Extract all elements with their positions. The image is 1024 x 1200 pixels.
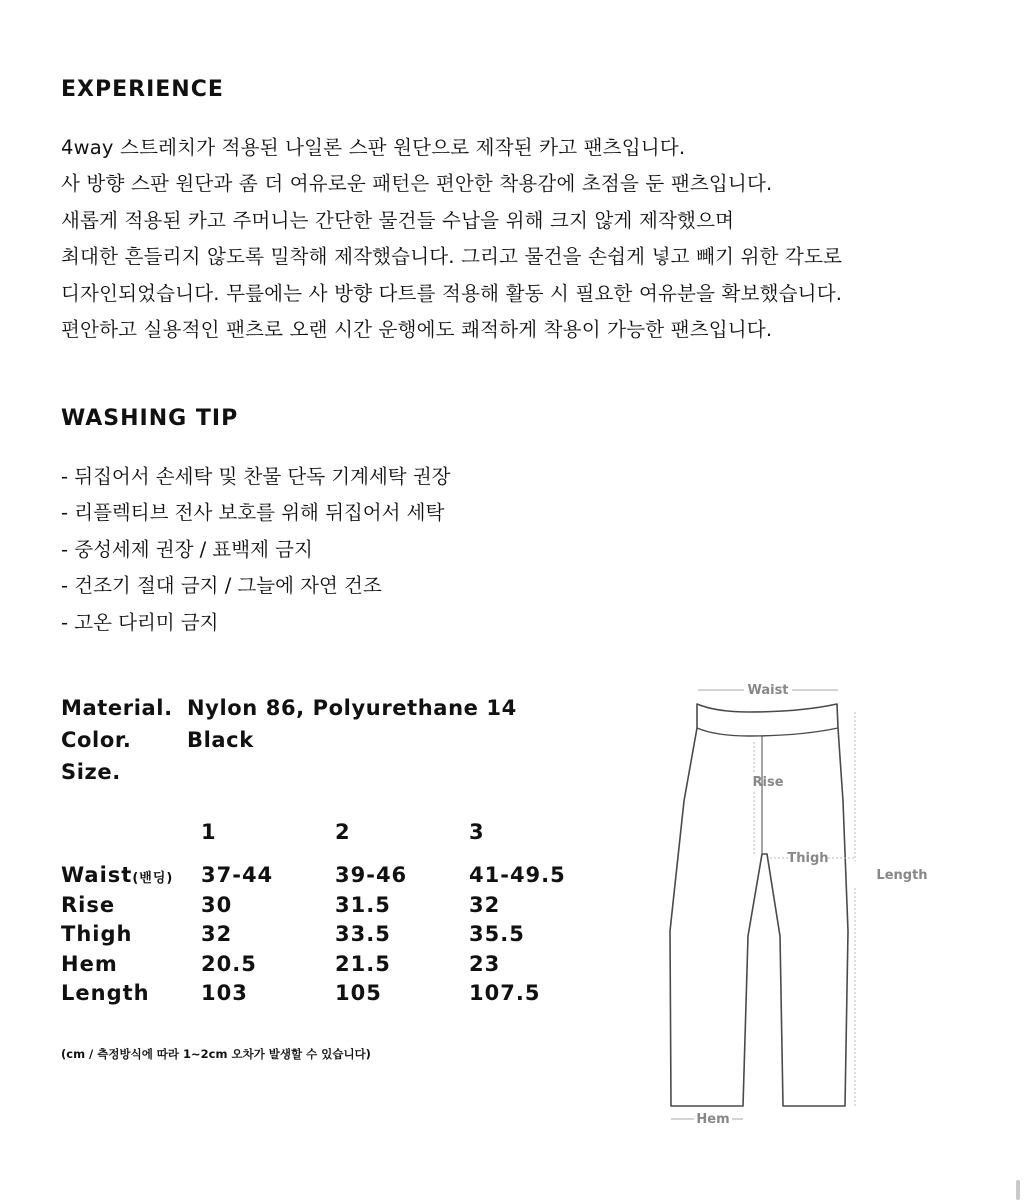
row-label xyxy=(61,863,173,887)
row-label-suffix: (밴딩) xyxy=(132,871,174,886)
thigh-label: Thigh xyxy=(787,851,829,866)
experience-heading: EXPERIENCE xyxy=(61,77,224,102)
size-header-2: 2 xyxy=(335,820,351,844)
experience-line: 최대한 흔들리지 않도록 밀착해 제작했습니다. 그리고 물건을 손쉽게 넣고 빼기 위한 각도로 xyxy=(61,245,843,269)
pants-measurement-diagram xyxy=(640,676,940,1140)
color-label: Color. xyxy=(61,728,132,752)
experience-line: 사 방향 스판 원단과 좀 더 여유로운 패턴은 편안한 착용감에 초점을 둔 팬츠입니다. xyxy=(61,172,773,196)
waist-label: Waist xyxy=(747,683,789,698)
color-spec xyxy=(61,728,254,752)
table-cell: 107.5 xyxy=(469,981,541,1005)
table-cell: 32 xyxy=(201,922,233,946)
hem-label: Hem xyxy=(696,1112,730,1127)
table-cell: 33.5 xyxy=(335,922,391,946)
experience-line: 편안하고 실용적인 팬츠로 오랜 시간 운행에도 쾌적하게 착용이 가능한 팬츠입니다. xyxy=(61,317,773,341)
pants-outline xyxy=(670,704,848,1106)
table-cell: 20.5 xyxy=(201,951,257,976)
row-label: Rise xyxy=(61,892,116,917)
scroll-indicator xyxy=(1016,1180,1020,1200)
table-cell: 41-49.5 xyxy=(469,863,566,887)
size-label: Size. xyxy=(61,760,121,784)
size-header-1: 1 xyxy=(201,820,217,844)
row-label: Thigh xyxy=(61,922,133,946)
washing-tip-item: - 리플렉티브 전사 보호를 위해 뒤집어서 세탁 xyxy=(61,501,445,525)
washing-tip-heading: WASHING TIP xyxy=(61,406,239,431)
table-cell: 37-44 xyxy=(201,863,274,887)
experience-line: 새롭게 적용된 카고 주머니는 간단한 물건들 수납을 위해 크지 않게 제작했으며 xyxy=(61,208,735,232)
row-label: Length xyxy=(61,981,150,1005)
table-cell: 32 xyxy=(469,892,501,917)
washing-tip-item: - 건조기 절대 금지 / 그늘에 자연 건조 xyxy=(61,574,382,598)
table-cell: 35.5 xyxy=(469,922,525,946)
material-spec xyxy=(61,696,517,720)
experience-line: 4way 스트레치가 적용된 나일론 스판 원단으로 제작된 카고 팬츠입니다. xyxy=(61,136,686,159)
table-cell: 103 xyxy=(201,981,248,1005)
table-cell: 30 xyxy=(201,892,233,917)
size-header-3: 3 xyxy=(469,820,485,844)
table-cell: 23 xyxy=(469,951,501,976)
washing-tip-item: - 고온 다리미 금지 xyxy=(61,610,219,634)
washing-tip-item: - 중성세제 권장 / 표백제 금지 xyxy=(61,537,313,561)
size-spec xyxy=(61,760,187,784)
table-cell: 39-46 xyxy=(335,863,408,887)
length-label: Length xyxy=(876,868,928,883)
measurement-note: (cm / 측정방식에 따라 1~2cm 오차가 발생할 수 있습니다) xyxy=(61,1047,371,1061)
experience-paragraph xyxy=(61,130,961,348)
color-value: Black xyxy=(187,728,254,752)
pants-diagram-svg xyxy=(640,676,940,1136)
table-cell: 31.5 xyxy=(335,892,391,917)
washing-tip-list xyxy=(61,459,451,641)
washing-tip-item: - 뒤집어서 손세탁 및 찬물 단독 기계세탁 권장 xyxy=(61,465,451,488)
material-value: Nylon 86, Polyurethane 14 xyxy=(187,696,517,720)
table-cell: 21.5 xyxy=(335,951,391,976)
row-label: Hem xyxy=(61,951,118,976)
experience-line: 디자인되었습니다. 무릎에는 사 방향 다트를 적용해 활동 시 필요한 여유분을 확보했습니다. xyxy=(61,281,843,305)
material-label: Material. xyxy=(61,696,173,720)
table-cell: 105 xyxy=(335,981,382,1005)
rise-label: Rise xyxy=(752,775,784,790)
row-label-text: Waist xyxy=(61,863,133,887)
